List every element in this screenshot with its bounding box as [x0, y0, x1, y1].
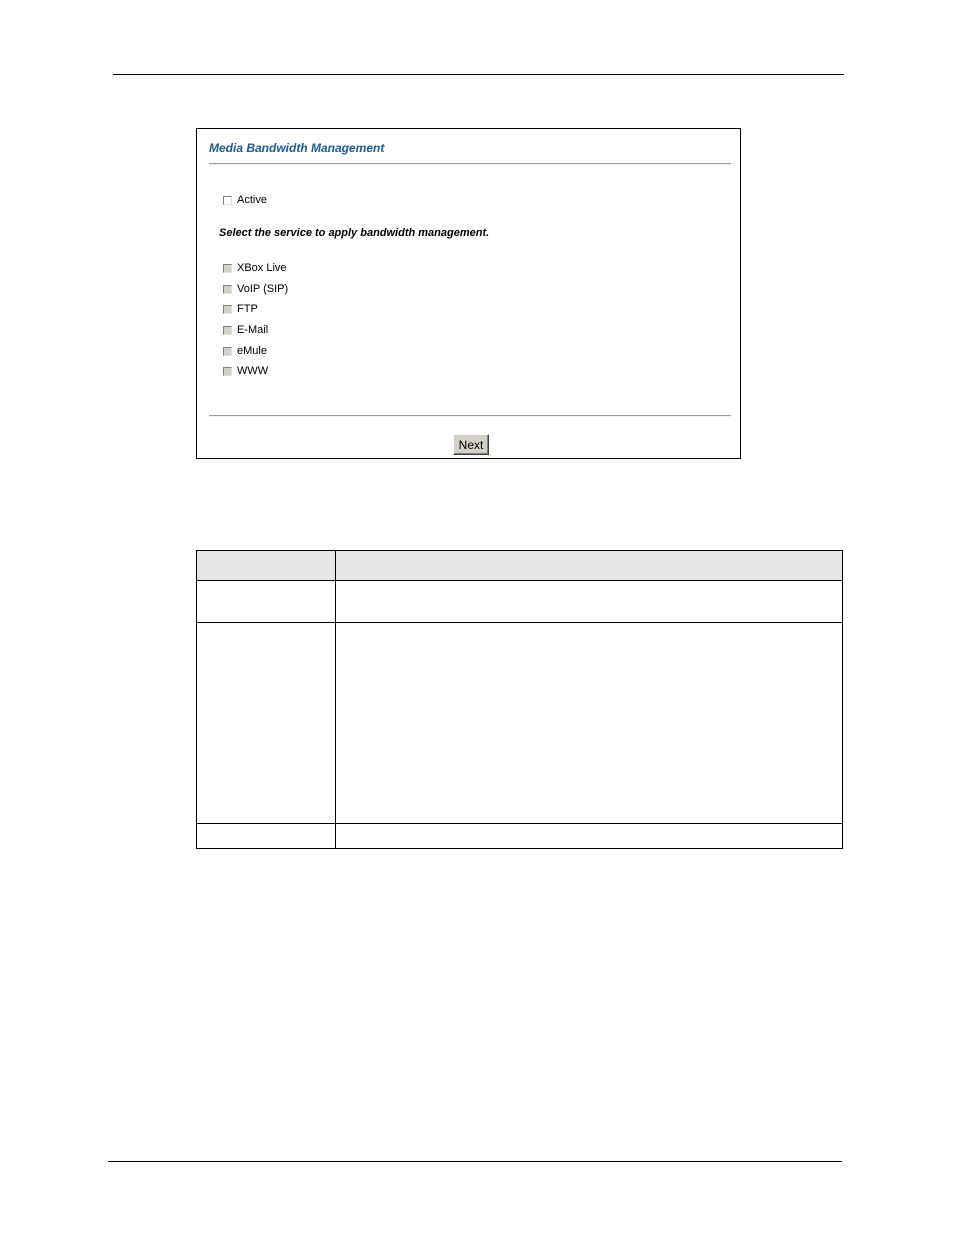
service-option-email[interactable] — [223, 323, 268, 337]
emule-label: eMule — [237, 345, 267, 357]
table-cell-label — [197, 581, 336, 623]
active-option[interactable] — [223, 193, 267, 207]
active-label: Active — [237, 194, 267, 206]
table-header-cell-label — [197, 551, 336, 581]
voip-checkbox[interactable] — [223, 285, 232, 294]
service-option-www[interactable] — [223, 364, 268, 378]
xbox-live-checkbox[interactable] — [223, 264, 232, 273]
description-table — [196, 550, 843, 849]
table-header-row — [197, 551, 843, 581]
active-checkbox[interactable] — [223, 196, 232, 205]
table-cell-label — [197, 623, 336, 824]
title-divider — [209, 163, 731, 165]
table-cell-description — [336, 623, 843, 824]
service-prompt: Select the service to apply bandwidth management. — [219, 227, 490, 239]
email-label: E-Mail — [237, 324, 269, 336]
service-option-voip[interactable] — [223, 282, 288, 296]
ftp-label: FTP — [237, 303, 258, 315]
table-row — [197, 824, 843, 849]
table-cell-description — [336, 581, 843, 623]
table-cell-description — [336, 824, 843, 849]
xbox-live-label: XBox Live — [237, 262, 287, 274]
table-header-cell-description — [336, 551, 843, 581]
service-option-xbox-live[interactable] — [223, 261, 287, 275]
emule-checkbox[interactable] — [223, 347, 232, 356]
voip-label: VoIP (SIP) — [237, 283, 289, 295]
next-button[interactable]: Next — [453, 434, 489, 455]
email-checkbox[interactable] — [223, 326, 232, 335]
bandwidth-management-panel — [196, 128, 741, 459]
panel-title: Media Bandwidth Management — [209, 141, 385, 155]
www-checkbox[interactable] — [223, 367, 232, 376]
service-option-emule[interactable] — [223, 344, 267, 358]
footer-divider — [209, 415, 731, 417]
ftp-checkbox[interactable] — [223, 305, 232, 314]
bottom-page-rule — [108, 1161, 842, 1162]
table-row — [197, 581, 843, 623]
table-row — [197, 623, 843, 824]
table-cell-label — [197, 824, 336, 849]
www-label: WWW — [237, 365, 269, 377]
top-page-rule — [113, 74, 844, 75]
service-option-ftp[interactable] — [223, 302, 258, 316]
